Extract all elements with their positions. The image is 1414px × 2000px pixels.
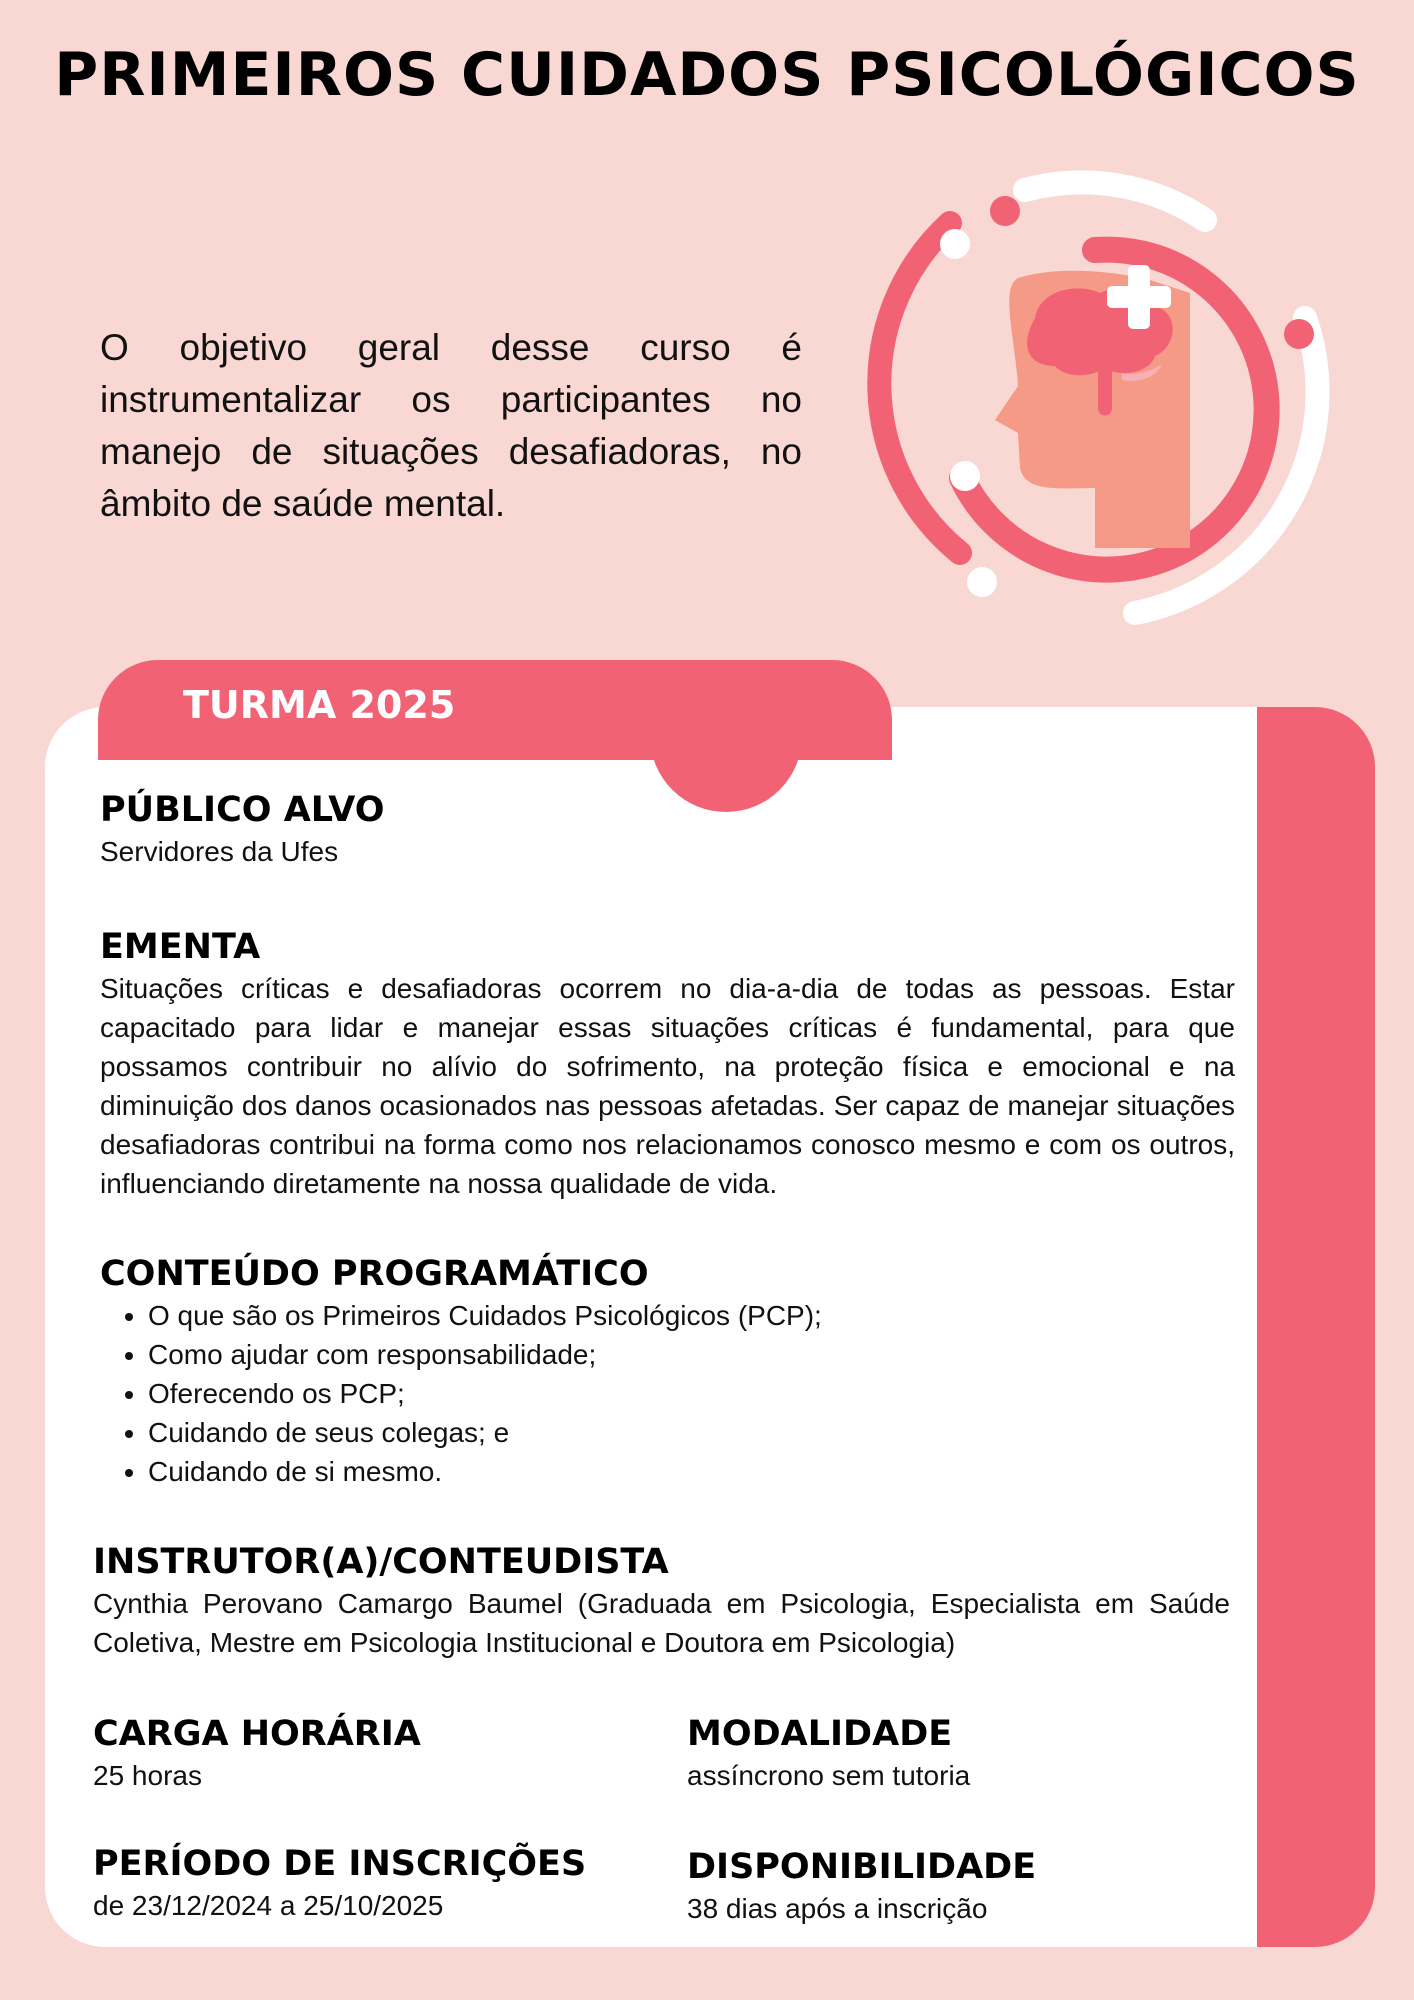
section-heading: CONTEÚDO PROGRAMÁTICO [100, 1254, 649, 1294]
section-carga-horaria [93, 1712, 653, 1795]
section-disponibilidade [687, 1845, 1247, 1928]
list-item: • Cuidando de seus colegas; e [148, 1413, 1235, 1452]
list-item: • Como ajudar com responsabilidade; [148, 1335, 1235, 1374]
section-publico-alvo [100, 788, 1235, 871]
section-text: Situações críticas e desafiadoras ocorrem no dia-a-dia de todas as pessoas. Estar capacitado para lidar e manejar essas situações críticas é fundamental, para que possamos contribuir no alívio do sofrimento, na proteção física e emocional e na diminuição dos danos ocasionados nas pessoas afetadas. Ser capaz de manejar situações desafiadoras contribui na forma como nos relacionamos conosco mesmo e com os outros, influenciando diretamente na nossa qualidade de vida. [100, 973, 1235, 1199]
section-periodo-inscricoes [93, 1842, 653, 1925]
section-text: de 23/12/2024 a 25/10/2025 [93, 1890, 444, 1921]
intro-text: O objetivo geral desse curso é instrumentalizar os participantes no manejo de situações desafiadoras, no âmbito de saúde mental. [100, 327, 802, 524]
section-text: 38 dias após a inscrição [687, 1893, 988, 1924]
outer-white-arc [1025, 182, 1205, 220]
section-modalidade [687, 1712, 1247, 1795]
section-ementa [100, 925, 1235, 1203]
section-instrutor [93, 1540, 1230, 1662]
head-with-brain-and-medical-cross-icon [850, 168, 1340, 648]
section-heading: DISPONIBILIDADE [687, 1847, 1037, 1887]
list-item: • O que são os Primeiros Cuidados Psicológicos (PCP); [148, 1296, 1235, 1335]
turma-label: TURMA 2025 [183, 683, 456, 727]
section-heading: PÚBLICO ALVO [100, 790, 385, 830]
section-text: Servidores da Ufes [100, 836, 339, 867]
section-heading: PERÍODO DE INSCRIÇÕES [93, 1844, 587, 1884]
section-heading: CARGA HORÁRIA [93, 1714, 421, 1754]
content-list [100, 1296, 1235, 1491]
outer-pink-arc [879, 223, 960, 553]
list-item: • Cuidando de si mesmo. [148, 1452, 1235, 1491]
section-heading: EMENTA [100, 927, 261, 967]
section-heading: INSTRUTOR(A)/CONTEUDISTA [93, 1542, 669, 1582]
section-heading: MODALIDADE [687, 1714, 953, 1754]
page-title: PRIMEIROS CUIDADOS PSICOLÓGICOS [54, 40, 1360, 110]
section-text: assíncrono sem tutoria [687, 1760, 971, 1791]
brain-stem [1098, 368, 1112, 416]
list-item: • Oferecendo os PCP; [148, 1374, 1235, 1413]
section-text: 25 horas [93, 1760, 202, 1791]
section-text: Cynthia Perovano Camargo Baumel (Graduada em Psicologia, Especialista em Saúde Coletiva, Mestre em Psicologia Institucional e Doutora em Psicologia) [93, 1588, 1230, 1658]
card-accent-stripe [1257, 707, 1375, 1947]
section-conteudo-programatico [100, 1252, 1235, 1491]
